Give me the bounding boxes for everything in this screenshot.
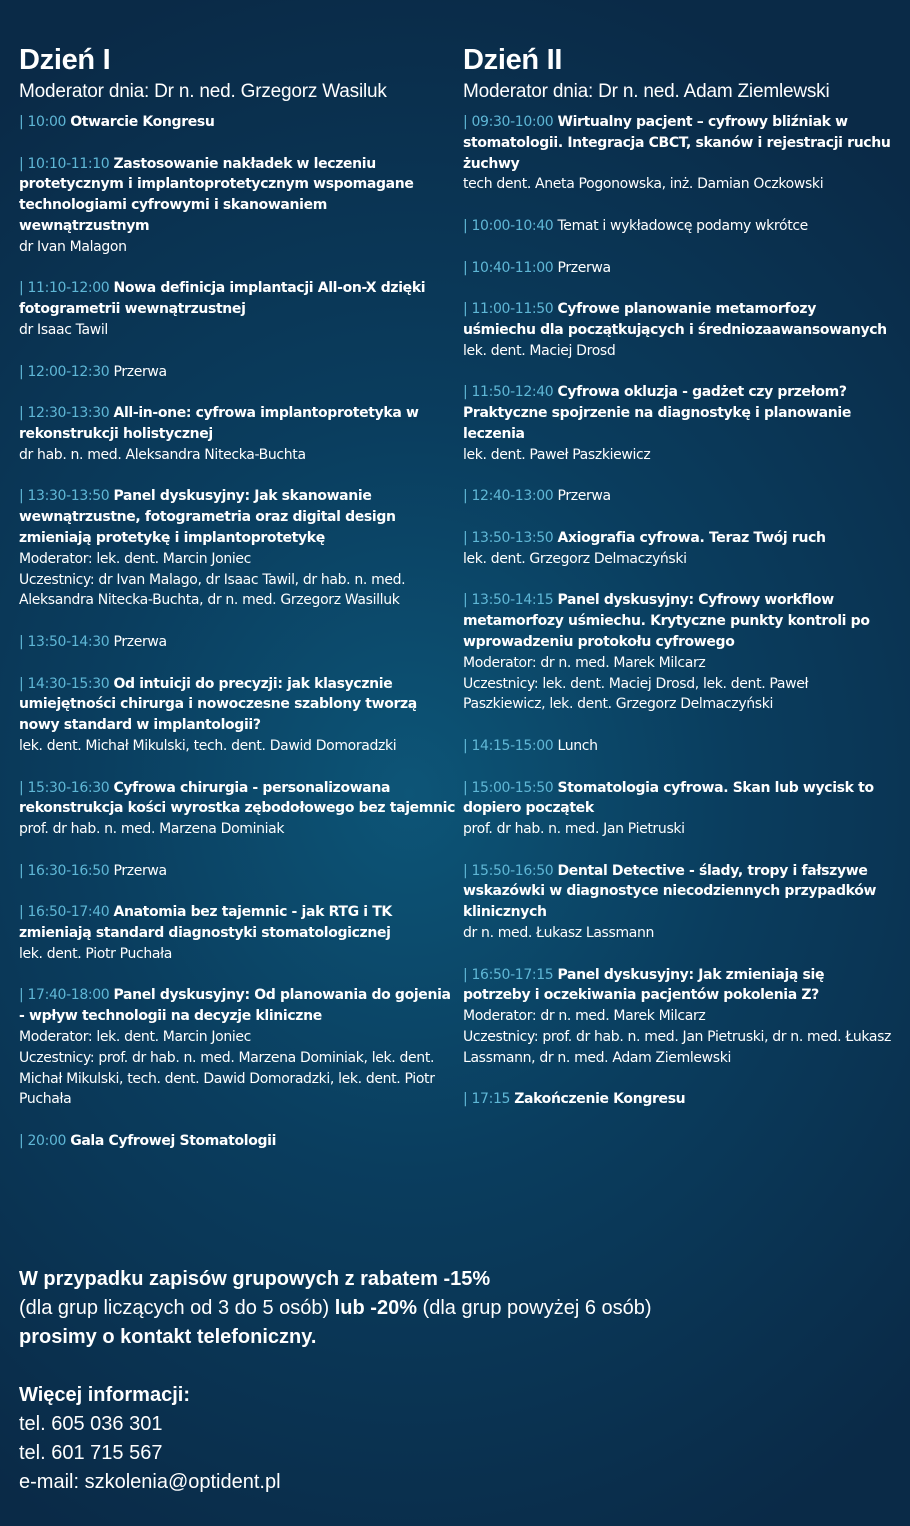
session-title: Dental Detective - ślady, tropy i fałszywe wskazówki w diagnostyce niecodziennych przypadków klinicznych <box>463 862 877 921</box>
session-time: | 16:30-16:50 <box>19 862 110 879</box>
info-title: Więcej informacji: <box>19 1384 190 1406</box>
session-title: Gala Cyfrowej Stomatologii <box>70 1133 277 1150</box>
session-speakers: Moderator: lek. dent. Marcin Joniec <box>19 1029 252 1046</box>
session-time: | 13:30-13:50 <box>19 488 110 505</box>
session-speakers: dr hab. n. med. Aleksandra Nitecka-Buchta <box>19 446 306 463</box>
session-title: Panel dyskusyjny: Jak skanowanie wewnątrzustne, fotogrametria oraz digital design zmieniają protetykę i implantoprotetykę <box>19 488 396 546</box>
session-time: | 09:30-10:00 <box>463 114 554 130</box>
day-1-moderator: Moderator dnia: Dr n. ned. Grzegorz Wasiluk <box>19 81 387 102</box>
session-participants: Uczestnicy: prof. dr hab. n. med. Marzena Dominiak, lek. dent. Michał Mikulski, tech. dent. Dawid Domoradzki, lek. dent. Piotr Puchała <box>19 1049 435 1108</box>
session-time: | 10:00 <box>19 114 67 130</box>
session-speakers: Moderator: dr n. med. Marek Milcarz <box>463 654 706 671</box>
session-item <box>19 674 459 757</box>
session-speakers: Moderator: lek. dent. Marcin Joniec <box>19 550 252 567</box>
session-time: | 12:00-12:30 <box>19 363 110 380</box>
session-title: Od intuicji do precyzji: jak klasycznie umiejętności chirurga i nowoczesne szablony tworzą nowy standard w implantologii? <box>19 675 417 734</box>
discount-20: lub -20% <box>334 1297 417 1319</box>
session-item <box>463 778 893 840</box>
session-time: | 17:15 <box>463 1091 511 1108</box>
session-item <box>463 528 893 570</box>
session-speakers: lek. dent. Michał Mikulski, tech. dent. Dawid Domoradzki <box>19 737 397 754</box>
session-speakers: dr Ivan Malagon <box>19 238 127 255</box>
session-title: Panel dyskusyjny: Od planowania do gojenia - wpływ technologii na decyzje kliniczne <box>19 987 451 1025</box>
session-note: Lunch <box>557 737 598 754</box>
session-title: Anatomia bez tajemnic - jak RTG i TK zmieniają standard diagnostyki stomatologicznej <box>19 904 392 942</box>
session-item <box>463 299 893 361</box>
day-1-sessions <box>19 112 459 1152</box>
session-speakers: dr Isaac Tawil <box>19 321 108 338</box>
session-item <box>19 362 459 383</box>
phone-1: tel. 605 036 301 <box>19 1413 163 1435</box>
session-time: | 15:30-16:30 <box>19 779 110 796</box>
discount-line-1: W przypadku zapisów grupowych z rabatem -15% <box>19 1268 491 1290</box>
session-time: | 11:10-12:00 <box>19 280 110 297</box>
session-speakers: lek. dent. Maciej Drosd <box>463 342 616 359</box>
session-time: | 10:10-11:10 <box>19 155 110 172</box>
session-participants: Uczestnicy: prof. dr hab. n. med. Jan Pietruski, dr n. med. Łukasz Lassmann, dr n. med. Adam Ziemlewski <box>463 1029 892 1066</box>
session-note: Temat i wykładowcę podamy wkrótce <box>557 217 808 234</box>
session-speakers: Moderator: dr n. med. Marek Milcarz <box>463 1008 706 1025</box>
discount-group-large: (dla grup powyżej 6 osób) <box>416 1297 652 1319</box>
email: e-mail: szkolenia@optident.pl <box>19 1471 281 1493</box>
session-title: Otwarcie Kongresu <box>70 114 215 130</box>
session-note: Przerwa <box>113 633 167 650</box>
session-item <box>19 861 459 882</box>
session-item <box>463 258 893 279</box>
session-item <box>463 112 893 195</box>
session-item <box>19 902 459 964</box>
session-title: Stomatologia cyfrowa. Skan lub wycisk to dopiero początek <box>463 779 874 817</box>
session-speakers: prof. dr hab. n. med. Jan Pietruski <box>463 821 685 838</box>
session-item <box>463 486 893 507</box>
session-time: | 13:50-13:50 <box>463 529 554 546</box>
session-item <box>19 278 459 340</box>
session-item <box>463 382 893 465</box>
session-item <box>19 985 459 1110</box>
session-item <box>19 112 459 133</box>
day-2-sessions <box>463 112 893 1110</box>
day-2-title: Dzień II <box>463 44 563 76</box>
session-time: | 15:00-15:50 <box>463 779 554 796</box>
phone-2: tel. 601 715 567 <box>19 1442 163 1464</box>
session-title: Axiografia cyfrowa. Teraz Twój ruch <box>557 529 826 546</box>
session-time: | 13:50-14:30 <box>19 633 110 650</box>
session-item <box>463 216 893 237</box>
session-speakers: lek. dent. Paweł Paszkiewicz <box>463 446 651 463</box>
session-title: Wirtualny pacjent – cyfrowy bliźniak w stomatologii. Integracja CBCT, skanów i rejestracji ruchu żuchwy <box>463 114 891 172</box>
session-note: Przerwa <box>113 363 167 380</box>
session-time: | 13:50-14:15 <box>463 592 554 609</box>
session-note: Przerwa <box>557 488 611 505</box>
session-title: Nowa definicja implantacji All-on-X dzięki fotogrametrii wewnątrzustnej <box>19 280 426 318</box>
session-note: Przerwa <box>557 259 611 276</box>
session-speakers: tech dent. Aneta Pogonowska, inż. Damian Oczkowski <box>463 176 824 193</box>
session-note: Przerwa <box>113 862 167 879</box>
session-time: | 16:50-17:40 <box>19 904 110 921</box>
session-title: Cyfrowa okluzja - gadżet czy przełom? Praktyczne spojrzenie na diagnostykę i planowanie leczenia <box>463 384 851 442</box>
session-speakers: lek. dent. Piotr Puchała <box>19 945 172 962</box>
session-time: | 15:50-16:50 <box>463 862 554 879</box>
session-time: | 10:00-10:40 <box>463 217 554 234</box>
session-speakers: prof. dr hab. n. med. Marzena Dominiak <box>19 821 285 838</box>
session-time: | 11:00-11:50 <box>463 301 554 318</box>
session-time: | 12:40-13:00 <box>463 488 554 505</box>
day-1-column <box>19 42 459 1173</box>
session-title: Cyfrowa chirurgia - personalizowana rekonstrukcja kości wyrostka zębodołowego bez tajemnic <box>19 779 456 817</box>
session-time: | 16:50-17:15 <box>463 966 554 983</box>
session-time: | 14:15-15:00 <box>463 737 554 754</box>
footer-info <box>19 1265 889 1497</box>
session-item <box>463 965 893 1069</box>
session-title: Panel dyskusyjny: Cyfrowy workflow metamorfozy uśmiechu. Krytyczne punkty kontroli po wprowadzeniu protokołu cyfrowego <box>463 592 870 650</box>
discount-line-3: prosimy o kontakt telefoniczny. <box>19 1326 317 1348</box>
session-title: Panel dyskusyjny: Jak zmieniają się potrzeby i oczekiwania pacjentów pokolenia Z? <box>463 966 825 1004</box>
session-item <box>463 736 893 757</box>
session-speakers: lek. dent. Grzegorz Delmaczyński <box>463 550 687 567</box>
session-item <box>463 590 893 715</box>
session-time: | 17:40-18:00 <box>19 987 110 1004</box>
session-item <box>463 1089 893 1110</box>
session-item <box>19 486 459 611</box>
session-item <box>19 154 459 258</box>
day-2-column <box>463 42 893 1131</box>
session-time: | 12:30-13:30 <box>19 405 110 422</box>
session-time: | 14:30-15:30 <box>19 675 110 692</box>
session-title: Cyfrowe planowanie metamorfozy uśmiechu dla początkujących i średniozaawansowanych <box>463 301 887 338</box>
session-title: All-in-one: cyfrowa implantoprotetyka w rekonstrukcji holistycznej <box>19 405 419 442</box>
session-time: | 20:00 <box>19 1133 67 1150</box>
session-participants: Uczestnicy: dr Ivan Malago, dr Isaac Tawil, dr hab. n. med. Aleksandra Nitecka-Buchta, dr n. med. Grzegorz Wasilluk <box>19 571 406 609</box>
session-title: Zakończenie Kongresu <box>514 1091 686 1108</box>
session-title: Zastosowanie nakładek w leczeniu protetycznym i implantoprotetycznym wspomagane technologiami cyfrowymi i skanowaniem wewnątrzustnym <box>19 155 414 234</box>
session-item <box>19 778 459 840</box>
session-time: | 10:40-11:00 <box>463 259 554 276</box>
session-time: | 11:50-12:40 <box>463 384 554 401</box>
session-item <box>19 1131 459 1152</box>
session-item <box>463 861 893 944</box>
session-item <box>19 632 459 653</box>
day-2-moderator: Moderator dnia: Dr n. ned. Adam Ziemlewski <box>463 81 830 102</box>
discount-line-2 <box>19 1294 889 1323</box>
session-item <box>19 403 459 465</box>
discount-group-small: (dla grup liczących od 3 do 5 osób) <box>19 1297 335 1319</box>
session-speakers: dr n. med. Łukasz Lassmann <box>463 925 655 942</box>
day-1-title: Dzień I <box>19 44 111 76</box>
session-participants: Uczestnicy: lek. dent. Maciej Drosd, lek. dent. Paweł Paszkiewicz, lek. dent. Grzegorz Delmaczyński <box>463 675 809 713</box>
